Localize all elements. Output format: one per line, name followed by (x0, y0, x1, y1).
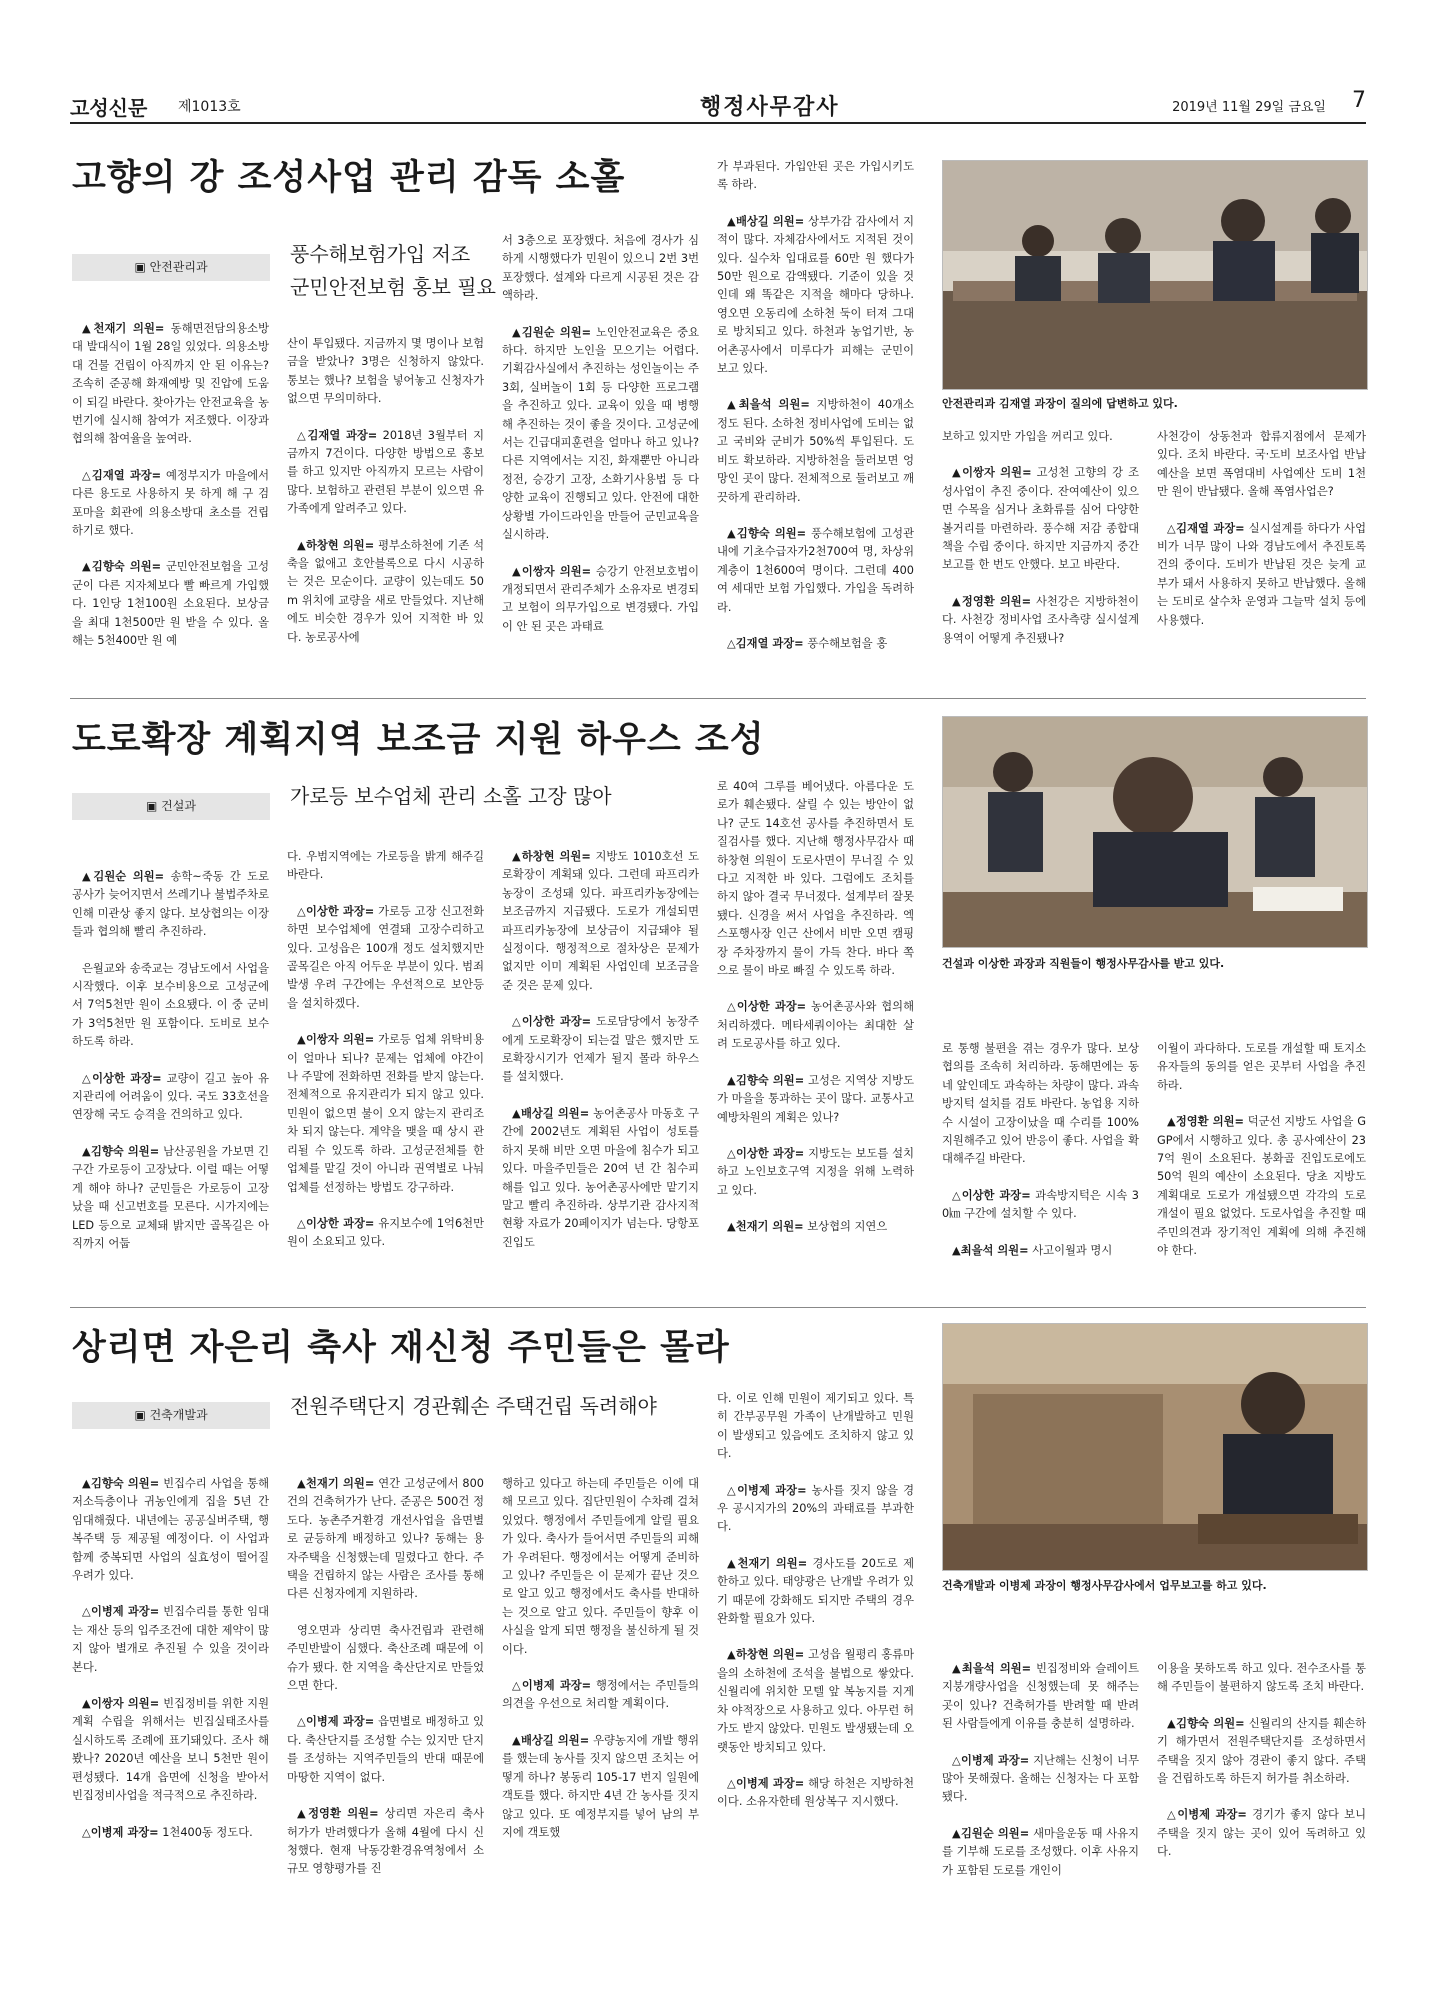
speaker: ▲최을석 의원= (952, 1662, 1032, 1675)
paragraph-text: 노인안전교육은 중요하다. 하지만 노인을 모으기는 어렵다. 기획감사실에서 추진하는 성인놀이는 주3회, 실버놀이 1회 등 다양한 프로그램을 추진하고 있다. 교육이 있을 때 병행해 추진하는 것이 좋을 것이다. 고성군에서는 긴급대피훈련을 얼마나 하고 있나? 다른 지역에서는 지진, 화재뿐만 아니라 정전, 승강기 고장, 소화기사용법 등 다양한 교육이 진행되고 있다. 안전에 대한 상황별 가이드라인을 만들어 군민교육을 실시하라. (502, 325, 699, 542)
paragraph-text: 사천강은 지방하천이다. 사천강 정비사업 조사측량 실시설계 용역이 어떻게 추진됐나? (942, 594, 1139, 645)
paragraph-text: 농어촌공사 마동호 구간에 2002년도 계획된 사업이 성토를 하지 못해 비만 오면 마을에 침수가 되고 있다. 마을주민들은 20여 년 간 침수피해를 입고 있다. 농어촌공사에만 맡기지 말고 빨리 추진하라. 상부기관 감사지적 현황 자료가 20페이지가 넘는다. 당항포진입도 (502, 1106, 699, 1249)
speaker: △김재열 과장= (297, 428, 378, 442)
speaker: ▲최을석 의원= (952, 1243, 1029, 1257)
paragraph-text: 새마을운동 때 사유지를 기부해 도로를 조성했다. 이후 사유지가 포함된 도로를 개인이 (942, 1826, 1139, 1877)
speaker: ▲김향숙 의원= (82, 560, 162, 574)
paragraph-text: 가 부과된다. 가입안된 곳은 가입시키도록 하라. (717, 160, 914, 192)
speaker: ▲김원순 의원= (82, 870, 165, 883)
paragraph-text: 은월교와 송죽교는 경남도에서 사업을 시작했다. 이후 보수비용으로 고성군에서 7억5천만 원이 소요됐다. 이 중 군비가 3억5천만 원 포함이다. 도비로 보수하도록 하라. (72, 961, 269, 1049)
speaker: ▲김원순 의원= (512, 325, 592, 339)
article-2-headline: 도로확장 계획지역 보조금 지원 하우스 조성 (72, 720, 765, 760)
article-3-column-3 (502, 1475, 699, 1860)
paragraph-text: 농사를 짓지 않을 경우 공시지가의 20%의 과태료를 부과한다. (717, 1483, 914, 1534)
paragraph-text: 지방도는 보도를 설치하고 노인보호구역 지정을 위해 노력하고 있다. (717, 1146, 914, 1197)
article-2-column-5 (942, 1040, 1139, 1278)
paragraph-text: 다. 이로 인해 민원이 제기되고 있다. 특히 간부공무원 가족이 난개발하고 민원이 발생되고 있음에도 조치하지 않고 있다. (717, 1392, 914, 1461)
article-1-photo-caption: 안전관리과 김재열 과장이 질의에 답변하고 있다. (942, 397, 1178, 410)
speaker: ▲김향숙 의원= (727, 526, 807, 540)
speaker: ▲이쌍자 의원= (952, 466, 1032, 480)
speaker: △이상한 과장= (952, 1188, 1031, 1202)
paragraph-text: 고성읍 월평리 홍류마을의 소하천에 조석을 불법으로 쌓았다. 신월리에 위치한 모텔 앞 복농지를 지게차 야적장으로 사용하고 있다. 아무런 허가도 받지 않았다. 민원도 발생됐는데 오랫동안 방치되고 있다. (717, 1648, 914, 1754)
article-1-subheadline: 풍수해보험가입 저조 군민안전보험 홍보 필요 (290, 242, 496, 299)
paragraph-text: 보하고 있지만 가입을 꺼리고 있다. (942, 430, 1113, 443)
paragraph-text: 유지보수에 1억6천만 원이 소요되고 있다. (287, 1216, 484, 1249)
article-1-column-5 (942, 428, 1139, 666)
article-3-photo (942, 1323, 1368, 1571)
speaker: ▲배상길 의원= (727, 214, 805, 228)
paragraph-text: 상리면 자은리 축사 허가가 반려했다가 올해 4월에 다시 신청했다. 현재 낙동강환경유역청에서 소규모 영향평가를 진 (287, 1807, 484, 1876)
paragraph-text: 도로담당에서 농장주에게 도로확장이 되는걸 말은 했지만 도로확장시기가 언제가 될지 몰라 하우스를 설치했다. (502, 1015, 699, 1084)
speaker: △이상한 과장= (297, 904, 375, 918)
article-1-column-6 (1157, 428, 1366, 648)
meeting-photo-illustration (943, 161, 1367, 389)
paragraph-text: 빈집수리를 통한 임대는 재산 등의 입주조건에 대한 제약이 많지 않아 별개로 추진될 수 있을 것이라 본다. (72, 1605, 269, 1674)
paragraph-text: 경사도를 20도로 제한하고 있다. 태양광은 난개발 우려가 있기 때문에 강화해도 되지만 주택의 경우 완화할 필요가 있다. (717, 1556, 914, 1626)
paragraph-text: 빈집수리 사업을 통해 저소득층이나 귀농인에게 집을 5년 간 임대해줬다. 내년에는 공공실버주택, 행복주택 등 제공될 예정이다. 이 사업과 함께 중복되면 사업의 실효성이 떨어질 우려가 있다. (72, 1477, 269, 1583)
paragraph-text: 풍수해보험에 고성관내에 기초수급자가2천700여 명, 차상위계층이 1천600여 명이다. 그런데 400여 세대만 보험 가입했다. 가입을 독려하라. (717, 526, 914, 614)
paragraph-text: 남산공원을 가보면 긴 구간 가로등이 고장났다. 이럴 때는 어떻게 해야 하나? 군민들은 가로등이 고장 났을 때 신고번호를 모른다. 시가지에는 LED 등으로 교체돼 밝지만 골목길은 아직까지 어둡 (72, 1144, 269, 1250)
speaker: ▲김원순 의원= (952, 1826, 1030, 1840)
paragraph-text: 행하고 있다고 하는데 주민들은 이에 대해 모르고 있다. 집단민원이 수차례 걸쳐 있었다. 행정에서 주민들에게 알릴 필요가 있다. 축사가 들어서면 주민들의 피해가 우려된다. 행정에서는 어떻게 준비하고 있나? 주민들은 이 문제가 끝난 것으로 알고 있고 행정에서도 축사를 반대하는 것으로 알고 있다. 주민들이 향후 이 사실을 알게 되면 행정을 불신하게 될 것이다. (502, 1477, 699, 1656)
speaker: △이병제 과장= (82, 1825, 159, 1839)
paragraph-text: 보상협의 지연으 (803, 1220, 888, 1234)
article-1-photo (942, 160, 1368, 390)
speaker: ▲정영환 의원= (1167, 1115, 1244, 1129)
article-3-column-6 (1157, 1660, 1366, 1880)
speaker: ▲하창현 의원= (727, 1648, 805, 1662)
paragraph-text: 사고이월과 명시 (1028, 1243, 1113, 1257)
issue-number: 제1013호 (178, 99, 241, 115)
speaker: △김재열 과장= (1167, 521, 1245, 535)
article-1-column-3 (502, 232, 699, 654)
article-2-photo-caption: 건설과 이상한 과장과 직원들이 행정사무감사를 받고 있다. (942, 957, 1225, 970)
article-2-subheadline: 가로등 보수업체 관리 소홀 고장 많아 (290, 784, 612, 808)
article-3-photo-caption: 건축개발과 이병제 과장이 행정사무감사에서 업무보고를 하고 있다. (942, 1579, 1267, 1592)
speaker: △이병제 과장= (82, 1605, 160, 1619)
paragraph-text: 사천강이 상동천과 합류지점에서 문제가 있다. 조치 바란다. 국·도비 보조사업 반납예산을 보면 폭염대비 사업예산 도비 1천만 원이 반납됐다. 올해 폭염사업은? (1157, 430, 1366, 499)
paragraph-text: 고성천 고향의 강 조성사업이 추진 중이다. 잔여예산이 있으면 수목을 심거나 초화류를 심어 다양한 볼거리를 마련하라. 풍수해 저감 종합대책을 수립 중이다. 하지만 지금까지 중간보고를 한 번도 안했다. 보고 바란다. (942, 466, 1139, 572)
speaker: ▲김향숙 의원= (82, 1144, 160, 1158)
paragraph-text: 예정부지가 마을에서 다른 용도로 사용하지 못 하게 해 구 검포마을 회관에 의용소방대 초소를 건립하기로 했다. (72, 468, 269, 538)
paragraph-text: 서 3층으로 포장했다. 처음에 경사가 심하게 시행했다가 민원이 있으니 2번 3번 포장했다. 설계와 다르게 시공된 것은 감액하라. (502, 234, 699, 303)
paragraph-text: 풍수해보험을 홍 (803, 636, 888, 650)
section-title: 행정사무감사 (700, 94, 840, 120)
paragraph-text: 1천400동 정도다. (158, 1825, 253, 1839)
speaker: △이병제 과장= (1167, 1808, 1247, 1822)
speaker: △이상한 과장= (512, 1015, 592, 1029)
article-3-department: ▣ 건축개발과 (72, 1402, 270, 1429)
article-1-department: ▣ 안전관리과 (72, 254, 270, 281)
speaker: ▲천재기 의원= (727, 1220, 804, 1234)
paragraph-text: 이월이 과다하다. 도로를 개설할 때 토지소유자들의 동의를 얻은 곳부터 사업을 추진하라. (1157, 1042, 1366, 1092)
newspaper-name: 고성신문 (70, 96, 148, 120)
paragraph-text: 행정에서는 주민들의 의견을 우선으로 처리할 계획이다. (502, 1679, 699, 1711)
paragraph-text: 교량이 길고 높아 유지관리에 어려움이 있다. 국도 33호선을 연장해 국도 승격을 건의하고 있다. (72, 1071, 269, 1122)
article-1-column-4 (717, 158, 914, 671)
speaker: ▲정영환 의원= (952, 594, 1032, 608)
paragraph-text: 고성은 지역상 지방도가 마을을 통과하는 곳이 많다. 교통사고 예방차원의 계획은 있나? (717, 1073, 914, 1124)
paragraph-text: 로 40여 그루를 베어냈다. 아름다운 도로가 훼손됐다. 살릴 수 있는 방안이 없나? 군도 14호선 공사를 추진하면서 토질검사를 했다. 지난해 행정사무감사 때 하창현 의원이 도로사면이 무너질 수 있다고 지적한 바 있다. 그럼에도 조치를 하지 않아 결국 무너졌다. 설계부터 잘못 됐다. 신경을 써서 사업을 추진하라. 엑스포행사장 인근 산에서 비만 오면 캠핑장 주차장까지 물이 가득 찬다. 바다 쪽으로 물이 바로 빠질 수 있도록 하라. (717, 780, 914, 978)
paragraph-text: 실시설계를 하다가 사업비가 너무 많이 나와 경남도에서 추진토록 건의 중이다. 도비가 반납된 것은 늦게 교부가 돼서 사용하지 못하고 반납했다. 올해는 도비로 살수차 운영과 그늘막 설치 등에 사용했다. (1157, 521, 1367, 627)
speaker: △김재열 과장= (727, 636, 804, 650)
speaker: △김재열 과장= (82, 468, 162, 482)
paragraph-text: 신월리의 산지를 훼손하기 해가면서 전원주택단지를 조성하면서 주택을 짓지 않아 경관이 좋지 않다. 주택을 건립하도록 하든지 허가를 취소하라. (1157, 1716, 1367, 1786)
speaker: ▲김향숙 의원= (82, 1477, 160, 1490)
header-rule (70, 122, 1366, 124)
article-separator (70, 1307, 1366, 1308)
paragraph-text: 군민안전보험을 고성군이 다른 지자체보다 빨 빠르게 가입했다. 1인당 1천100원 소요된다. 보상금을 최대 1천500만 원 받을 수 있다. 올해는 5천400만 원 예 (72, 560, 269, 648)
article-2-column-1 (72, 868, 269, 1271)
speaker: ▲정영환 의원= (297, 1807, 379, 1821)
speaker: △이상한 과장= (82, 1071, 162, 1085)
paragraph-text: 승강기 안전보호법이 개정되면서 관리주체가 소유자로 변경되고 보험이 의무가입으로 변경됐다. 가입이 안 된 곳은 과태료 (502, 564, 699, 633)
paragraph-text: 2018년 3월부터 지금까지 7건이다. 다양한 방법으로 홍보를 하고 있지만 아직까지 모르는 사람이 많다. 보험하고 관련된 부분이 있으면 유가족에게 알려주고 있다. (287, 428, 484, 516)
speaker: △이병제 과장= (727, 1776, 805, 1790)
speaker: ▲김향숙 의원= (727, 1073, 805, 1087)
speaker: ▲김향숙 의원= (1167, 1716, 1245, 1730)
speaker: ▲하창현 의원= (512, 850, 591, 863)
paragraph-text: 상부가감 감사에서 지적이 많다. 자체감사에서도 지적된 것이 있다. 실수차 입대료를 60만 원 했다가 50만 원으로 감액됐다. 기준이 있을 것인데 왜 똑같은 지적을 해마다 당하나. 영오면 오동리에 소하천 둑이 터져 그대로 방치되고 있다. 하천과 농업기반, 농어촌공사에서 미루다가 피해는 군민이 보고 있다. (717, 214, 914, 376)
article-1-column-2 (287, 335, 484, 665)
speaker: ▲최을석 의원= (727, 398, 810, 412)
paragraph-text: 읍면별로 배정하고 있다. 축산단지를 조성할 수는 있지만 단지를 조성하는 지역주민들의 반대 때문에 마땅한 지역이 없다. (287, 1715, 484, 1784)
speaker: ▲천재기 의원= (297, 1477, 375, 1490)
publication-date: 2019년 11월 29일 금요일 (1172, 100, 1326, 115)
paragraph-text: 평부소하천에 기존 석축을 없애고 호안블록으로 다시 시공하는 것은 모순이다. 교량이 있는데도 50m 위치에 교량을 새로 만들었다. 지난해에도 비슷한 경우가 있어 지적한 바 있다. 농로공사에 (287, 538, 484, 644)
speaker: ▲천재기 의원= (727, 1556, 808, 1570)
article-3-subheadline: 전원주택단지 경관훼손 주택건립 독려해야 (290, 1394, 657, 1418)
speaker: △이상한 과장= (727, 1146, 805, 1160)
article-3-headline: 상리면 자은리 축사 재신청 주민들은 몰라 (72, 1328, 730, 1368)
speaker: △이병제 과장= (727, 1483, 807, 1497)
article-2-column-2 (287, 848, 484, 1270)
page-header (70, 88, 1366, 126)
speaker: ▲천재기 의원= (82, 322, 165, 335)
paragraph-text: 경기가 좋지 않다 보니 주택을 짓지 않는 곳이 있어 독려하고 있다. (1157, 1808, 1366, 1859)
speaker: ▲이쌍자 의원= (82, 1697, 160, 1711)
paragraph-text: 지방도 1010호선 도로확장이 계획돼 있다. 그런데 파프리카농장이 조성돼 있다. 파프리카농장에는 보조금까지 지급됐다. 도로가 개설되면 파프리카농장에 보상금이 지급돼야 될 실정이다. 행정적으로 절차상은 문제가 없지만 이미 계획된 사업인데 보조금을 준 것은 문제 있다. (502, 850, 700, 992)
speaker: ▲배상길 의원= (512, 1106, 590, 1120)
article-2-department: ▣ 건설과 (72, 793, 270, 820)
article-3-column-1 (72, 1475, 269, 1860)
article-3-column-2 (287, 1475, 484, 1897)
paragraph-text: 이용을 못하도록 하고 있다. 전수조사를 통해 주민들이 불편하지 않도록 조치 바란다. (1157, 1662, 1366, 1694)
paragraph-text: 로 통행 불편을 겪는 경우가 많다. 보상협의를 조속히 처리하라. 동해면에는 동네 앞인데도 과속하는 차량이 많다. 과속방지턱 설치를 검토 바란다. 농업용 지하수 시설이 고장이났을 때 수리를 100% 지원해주고 있어 반응이 좋다. 사업을 확대해주길 바란다. (942, 1042, 1139, 1166)
speaker: △이상한 과장= (297, 1216, 375, 1230)
paragraph-text: 가로등 고장 신고전화하면 보수업체에 연결돼 고장수리하고 있다. 고성읍은 100개 정도 설치했지만 골목길은 아직 어두운 부분이 있다. 범죄발생 우려 구간에는 우선적으로 보안등을 설치하겠다. (287, 904, 484, 1010)
speaker: △이병제 과장= (297, 1715, 375, 1729)
paragraph-text: 빈집정비와 슬레이트지붕개량사업을 신청했는데 못 해주는 곳이 있나? 건축허가를 반려할 때 반려된 사람들에게 이유를 충분히 설명하라. (942, 1662, 1139, 1731)
speaker: ▲하창현 의원= (297, 538, 375, 552)
paragraph-text: 과속방지턱은 시속 30㎞ 구간에 설치할 수 있다. (942, 1188, 1139, 1221)
paragraph-text: 산이 투입됐다. 지금까지 몇 명이나 보험금을 받았나? 3명은 신청하지 않았다. 통보는 했나? 보험을 넣어놓고 신청자가 없으면 무의미하다. (287, 337, 484, 406)
article-3-column-4 (717, 1390, 914, 1830)
page-number: 7 (1352, 88, 1366, 113)
article-1-headline: 고향의 강 조성사업 관리 감독 소홀 (72, 158, 626, 198)
speaker: ▲이쌍자 의원= (512, 564, 592, 578)
speaker: ▲이쌍자 의원= (297, 1033, 375, 1047)
audit-photo-illustration (943, 717, 1367, 947)
paragraph-text: 영오면과 상리면 축사건립과 관련해 주민반발이 심했다. 축산조례 때문에 이슈가 됐다. 한 지역을 축산단지로 만들었으면 한다. (287, 1623, 484, 1693)
article-1-column-1 (72, 320, 269, 669)
paragraph-text: 덕군선 지방도 사업을 GGP에서 시행하고 있다. 총 공사예산이 237억 원이 소요된다. 봉화골 진입도로에도 50억 원의 예산이 소요된다. 당초 지방도 계획대로 도로가 개설됐으면 각각의 도로개설이 필요 없었다. 도로사업을 추진할 때 주민의견과 장기적인 계획에 의해 추진해야 한다. (1157, 1115, 1366, 1258)
speaker: △이상한 과장= (727, 1000, 807, 1014)
paragraph-text: 동해면전담의용소방대 발대식이 1월 28일 있었다. 의용소방대 건물 건립이 아직까지 안 된 이유는? 조속히 준공해 화재예방 및 진압에 도움이 되길 바란다. 찾아가는 안전교육을 농번기에 실시해 참여가 저조했다. 이장과 협의해 참여율을 높여라. (72, 322, 269, 446)
paragraph-text: 다. 우범지역에는 가로등을 밝게 해주길 바란다. (287, 850, 484, 882)
paragraph-text: 송학~죽동 간 도로 공사가 늦어지면서 쓰레기나 불법주차로 인해 미관상 좋지 않다. 보상협의는 이장들과 협의해 빨리 추진하라. (72, 870, 269, 939)
article-2-photo (942, 716, 1368, 948)
paragraph-text: 지방하천이 40개소 정도 된다. 소하천 정비사업에 도비는 없고 국비와 군비가 50%씩 투입된다. 도비도 확보하라. 지방하천을 둘러보면 엉망인 곳이 많다. 전체적으로 둘러보고 깨끗하게 관리하라. (717, 398, 915, 504)
article-2-column-4 (717, 778, 914, 1255)
speaker: △이병제 과장= (512, 1679, 592, 1693)
presentation-photo-illustration (943, 1324, 1367, 1570)
paragraph-text: 지난해는 신청이 너무 많아 못해줬다. 올해는 신청자는 다 포함됐다. (942, 1753, 1139, 1804)
paragraph-text: 우량농지에 개발 행위를 했는데 농사를 짓지 않으면 조치는 어떻게 하나? 봉동리 105-17 번지 일원에 객토를 했다. 하지만 4년 간 농사를 짓지 않고 있다. 또 예정부지를 넣어 남의 부지에 객토했 (502, 1733, 699, 1839)
speaker: △이병제 과장= (952, 1753, 1030, 1767)
article-2-column-6 (1157, 1040, 1366, 1278)
article-separator (70, 698, 1366, 699)
paragraph-text: 빈집정비를 위한 지원계획 수립을 위해서는 빈집실태조사를 실시하도록 조례에 표기돼있다. 조사 해봤나? 2020년 예산을 보니 5천만 원이 편성됐다. 14개 읍면에 신청을 받아서 빈집정비사업을 적극적으로 추진하라. (72, 1697, 269, 1803)
article-3-column-5 (942, 1660, 1139, 1898)
paragraph-text: 해당 하천은 지방하천이다. 소유자한테 원상복구 지시했다. (717, 1776, 914, 1809)
paragraph-text: 연간 고성군에서 800건의 건축허가가 난다. 준공은 500건 정도다. 농촌주거환경 개선사업을 읍면별로 균등하게 배정하고 있나? 동해는 용자주택을 신청했는데 밀렸다고 한다. 주택을 건립하지 않는 사람은 조사를 통해 다른 신청자에게 지원하라. (287, 1477, 484, 1601)
paragraph-text: 농어촌공사와 협의해 처리하겠다. 메타세쿼이아는 최대한 살려 도로공사를 하고 있다. (717, 1000, 914, 1051)
paragraph-text: 가로등 업체 위탁비용이 얼마나 되나? 문제는 업체에 야간이나 주말에 전화하면 전화를 받지 않는다. 전체적으로 유지관리가 되지 않고 있다. 민원이 없으면 불이 오지 않는지 관리조차 되지 않는다. 계약을 맺을 때 상시 관리될 수 있도록 하라. 고성군전체를 한 업체를 맡길 것이 아니라 권역별로 나눠 업체를 선정하는 방법도 강구하라. (287, 1033, 484, 1194)
speaker: ▲배상길 의원= (512, 1733, 590, 1747)
article-2-column-3 (502, 848, 699, 1270)
